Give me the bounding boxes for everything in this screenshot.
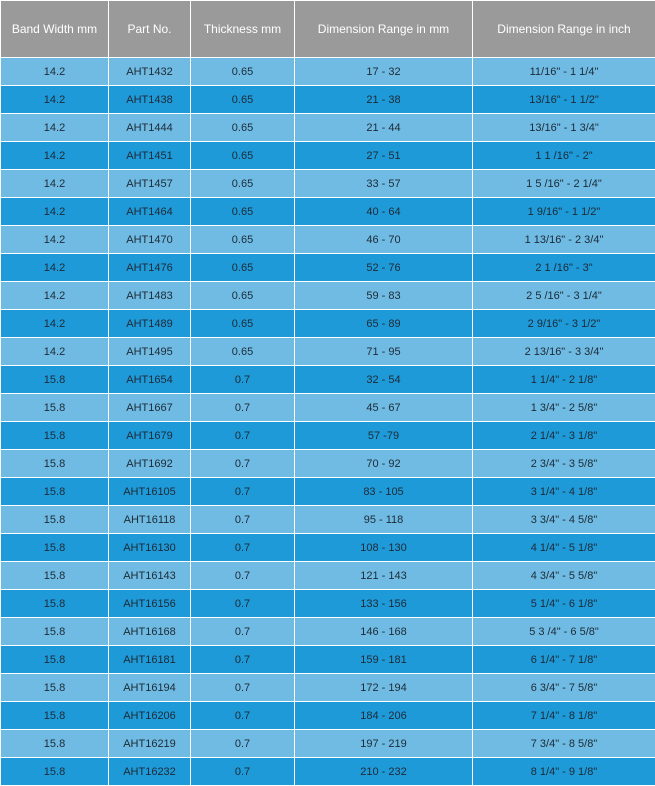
- table-row: [1, 702, 655, 730]
- cell-thickness: 0.7: [191, 590, 295, 618]
- cell-dimension-mm: 21 - 38: [295, 86, 473, 114]
- cell-part-no: AHT1451: [109, 142, 191, 170]
- cell-thickness: 0.7: [191, 450, 295, 478]
- cell-band-width: 15.8: [1, 618, 109, 646]
- cell-dimension-mm: 17 - 32: [295, 58, 473, 86]
- cell-thickness: 0.7: [191, 534, 295, 562]
- cell-part-no: AHT16194: [109, 674, 191, 702]
- cell-thickness: 0.65: [191, 58, 295, 86]
- cell-thickness: 0.65: [191, 282, 295, 310]
- cell-dimension-inch: 7 3/4" - 8 5/8": [473, 730, 655, 758]
- cell-part-no: AHT16206: [109, 702, 191, 730]
- cell-dimension-inch: 5 3 /4" - 6 5/8": [473, 618, 655, 646]
- cell-thickness: 0.65: [191, 226, 295, 254]
- cell-thickness: 0.65: [191, 310, 295, 338]
- cell-part-no: AHT1495: [109, 338, 191, 366]
- cell-dimension-inch: 1 1/4" - 2 1/8": [473, 366, 655, 394]
- cell-thickness: 0.7: [191, 758, 295, 786]
- cell-dimension-mm: 146 - 168: [295, 618, 473, 646]
- cell-band-width: 15.8: [1, 422, 109, 450]
- cell-dimension-mm: 32 - 54: [295, 366, 473, 394]
- cell-part-no: AHT1432: [109, 58, 191, 86]
- table-row: [1, 562, 655, 590]
- cell-dimension-mm: 21 - 44: [295, 114, 473, 142]
- cell-part-no: AHT1679: [109, 422, 191, 450]
- table-row: [1, 226, 655, 254]
- cell-thickness: 0.7: [191, 646, 295, 674]
- table-row: [1, 198, 655, 226]
- cell-band-width: 14.2: [1, 198, 109, 226]
- cell-thickness: 0.65: [191, 170, 295, 198]
- cell-dimension-inch: 13/16" - 1 1/2": [473, 86, 655, 114]
- header-dimension-inch: Dimension Range in inch: [473, 1, 655, 58]
- cell-band-width: 14.2: [1, 114, 109, 142]
- cell-part-no: AHT1476: [109, 254, 191, 282]
- cell-part-no: AHT16130: [109, 534, 191, 562]
- cell-band-width: 15.8: [1, 562, 109, 590]
- table-body: [1, 58, 655, 786]
- cell-dimension-inch: 2 5 /16" - 3 1/4": [473, 282, 655, 310]
- cell-thickness: 0.65: [191, 86, 295, 114]
- cell-band-width: 14.2: [1, 254, 109, 282]
- cell-dimension-mm: 133 - 156: [295, 590, 473, 618]
- cell-band-width: 15.8: [1, 674, 109, 702]
- cell-dimension-inch: 13/16" - 1 3/4": [473, 114, 655, 142]
- cell-thickness: 0.7: [191, 422, 295, 450]
- table-row: [1, 730, 655, 758]
- cell-dimension-mm: 71 - 95: [295, 338, 473, 366]
- cell-band-width: 15.8: [1, 506, 109, 534]
- cell-part-no: AHT1489: [109, 310, 191, 338]
- cell-thickness: 0.7: [191, 366, 295, 394]
- cell-thickness: 0.7: [191, 730, 295, 758]
- cell-thickness: 0.65: [191, 114, 295, 142]
- cell-band-width: 14.2: [1, 310, 109, 338]
- cell-thickness: 0.7: [191, 674, 295, 702]
- cell-part-no: AHT1444: [109, 114, 191, 142]
- cell-thickness: 0.7: [191, 702, 295, 730]
- cell-dimension-mm: 59 - 83: [295, 282, 473, 310]
- cell-thickness: 0.65: [191, 254, 295, 282]
- cell-dimension-mm: 27 - 51: [295, 142, 473, 170]
- table-row: [1, 170, 655, 198]
- cell-thickness: 0.7: [191, 618, 295, 646]
- cell-dimension-inch: 1 13/16" - 2 3/4": [473, 226, 655, 254]
- cell-band-width: 15.8: [1, 394, 109, 422]
- cell-band-width: 14.2: [1, 338, 109, 366]
- cell-dimension-inch: 11/16" - 1 1/4": [473, 58, 655, 86]
- cell-dimension-mm: 57 -79: [295, 422, 473, 450]
- cell-dimension-inch: 4 1/4" - 5 1/8": [473, 534, 655, 562]
- cell-band-width: 15.8: [1, 702, 109, 730]
- header-part-no: Part No.: [109, 1, 191, 58]
- table-row: [1, 618, 655, 646]
- cell-dimension-mm: 33 - 57: [295, 170, 473, 198]
- cell-part-no: AHT16219: [109, 730, 191, 758]
- table-row: [1, 338, 655, 366]
- header-band-width: Band Width mm: [1, 1, 109, 58]
- table-row: [1, 506, 655, 534]
- table-row: [1, 142, 655, 170]
- cell-part-no: AHT1667: [109, 394, 191, 422]
- cell-band-width: 15.8: [1, 758, 109, 786]
- cell-part-no: AHT16143: [109, 562, 191, 590]
- cell-thickness: 0.65: [191, 338, 295, 366]
- table-row: [1, 86, 655, 114]
- table-row: [1, 534, 655, 562]
- cell-dimension-inch: 1 9/16" - 1 1/2": [473, 198, 655, 226]
- cell-band-width: 14.2: [1, 86, 109, 114]
- table-row: [1, 394, 655, 422]
- cell-thickness: 0.7: [191, 478, 295, 506]
- cell-part-no: AHT1438: [109, 86, 191, 114]
- cell-dimension-inch: 1 1 /16" - 2": [473, 142, 655, 170]
- cell-dimension-inch: 2 13/16" - 3 3/4": [473, 338, 655, 366]
- cell-dimension-mm: 52 - 76: [295, 254, 473, 282]
- cell-dimension-inch: 2 1 /16" - 3": [473, 254, 655, 282]
- table-row: [1, 674, 655, 702]
- cell-dimension-inch: 6 1/4" - 7 1/8": [473, 646, 655, 674]
- cell-thickness: 0.7: [191, 562, 295, 590]
- cell-part-no: AHT16156: [109, 590, 191, 618]
- cell-dimension-mm: 45 - 67: [295, 394, 473, 422]
- cell-dimension-inch: 1 5 /16" - 2 1/4": [473, 170, 655, 198]
- cell-dimension-inch: 2 3/4" - 3 5/8": [473, 450, 655, 478]
- cell-thickness: 0.65: [191, 142, 295, 170]
- table-row: [1, 310, 655, 338]
- cell-band-width: 15.8: [1, 590, 109, 618]
- cell-dimension-inch: 8 1/4" - 9 1/8": [473, 758, 655, 786]
- cell-part-no: AHT16118: [109, 506, 191, 534]
- cell-dimension-mm: 40 - 64: [295, 198, 473, 226]
- cell-dimension-inch: 4 3/4" - 5 5/8": [473, 562, 655, 590]
- cell-part-no: AHT1692: [109, 450, 191, 478]
- cell-band-width: 15.8: [1, 730, 109, 758]
- cell-dimension-mm: 210 - 232: [295, 758, 473, 786]
- cell-dimension-inch: 3 1/4" - 4 1/8": [473, 478, 655, 506]
- cell-dimension-mm: 46 - 70: [295, 226, 473, 254]
- cell-thickness: 0.7: [191, 394, 295, 422]
- cell-part-no: AHT16105: [109, 478, 191, 506]
- header-thickness: Thickness mm: [191, 1, 295, 58]
- cell-dimension-inch: 2 1/4" - 3 1/8": [473, 422, 655, 450]
- cell-band-width: 14.2: [1, 58, 109, 86]
- table-row: [1, 282, 655, 310]
- cell-dimension-inch: 6 3/4" - 7 5/8": [473, 674, 655, 702]
- table-row: [1, 254, 655, 282]
- cell-part-no: AHT16232: [109, 758, 191, 786]
- cell-band-width: 15.8: [1, 534, 109, 562]
- cell-band-width: 15.8: [1, 450, 109, 478]
- table-row: [1, 646, 655, 674]
- table-row: [1, 450, 655, 478]
- cell-band-width: 15.8: [1, 366, 109, 394]
- cell-dimension-mm: 70 - 92: [295, 450, 473, 478]
- cell-part-no: AHT16168: [109, 618, 191, 646]
- cell-dimension-mm: 83 - 105: [295, 478, 473, 506]
- table-row: [1, 58, 655, 86]
- cell-part-no: AHT1483: [109, 282, 191, 310]
- cell-dimension-inch: 1 3/4" - 2 5/8": [473, 394, 655, 422]
- cell-part-no: AHT1654: [109, 366, 191, 394]
- cell-dimension-mm: 108 - 130: [295, 534, 473, 562]
- table-row: [1, 478, 655, 506]
- cell-band-width: 15.8: [1, 478, 109, 506]
- cell-part-no: AHT16181: [109, 646, 191, 674]
- table-row: [1, 366, 655, 394]
- cell-dimension-inch: 3 3/4" - 4 5/8": [473, 506, 655, 534]
- cell-part-no: AHT1464: [109, 198, 191, 226]
- cell-dimension-inch: 2 9/16" - 3 1/2": [473, 310, 655, 338]
- cell-part-no: AHT1470: [109, 226, 191, 254]
- cell-band-width: 14.2: [1, 170, 109, 198]
- cell-band-width: 14.2: [1, 282, 109, 310]
- cell-thickness: 0.7: [191, 506, 295, 534]
- table-row: [1, 422, 655, 450]
- cell-band-width: 14.2: [1, 142, 109, 170]
- cell-part-no: AHT1457: [109, 170, 191, 198]
- table-row: [1, 758, 655, 786]
- cell-dimension-mm: 159 - 181: [295, 646, 473, 674]
- cell-dimension-mm: 65 - 89: [295, 310, 473, 338]
- cell-dimension-inch: 5 1/4" - 6 1/8": [473, 590, 655, 618]
- cell-dimension-mm: 172 - 194: [295, 674, 473, 702]
- header-dimension-mm: Dimension Range in mm: [295, 1, 473, 58]
- cell-dimension-mm: 197 - 219: [295, 730, 473, 758]
- cell-dimension-mm: 184 - 206: [295, 702, 473, 730]
- table-row: [1, 114, 655, 142]
- table-row: [1, 590, 655, 618]
- header-row: [1, 1, 655, 58]
- cell-thickness: 0.65: [191, 198, 295, 226]
- cell-dimension-mm: 121 - 143: [295, 562, 473, 590]
- cell-dimension-inch: 7 1/4" - 8 1/8": [473, 702, 655, 730]
- cell-band-width: 14.2: [1, 226, 109, 254]
- cell-dimension-mm: 95 - 118: [295, 506, 473, 534]
- cell-band-width: 15.8: [1, 646, 109, 674]
